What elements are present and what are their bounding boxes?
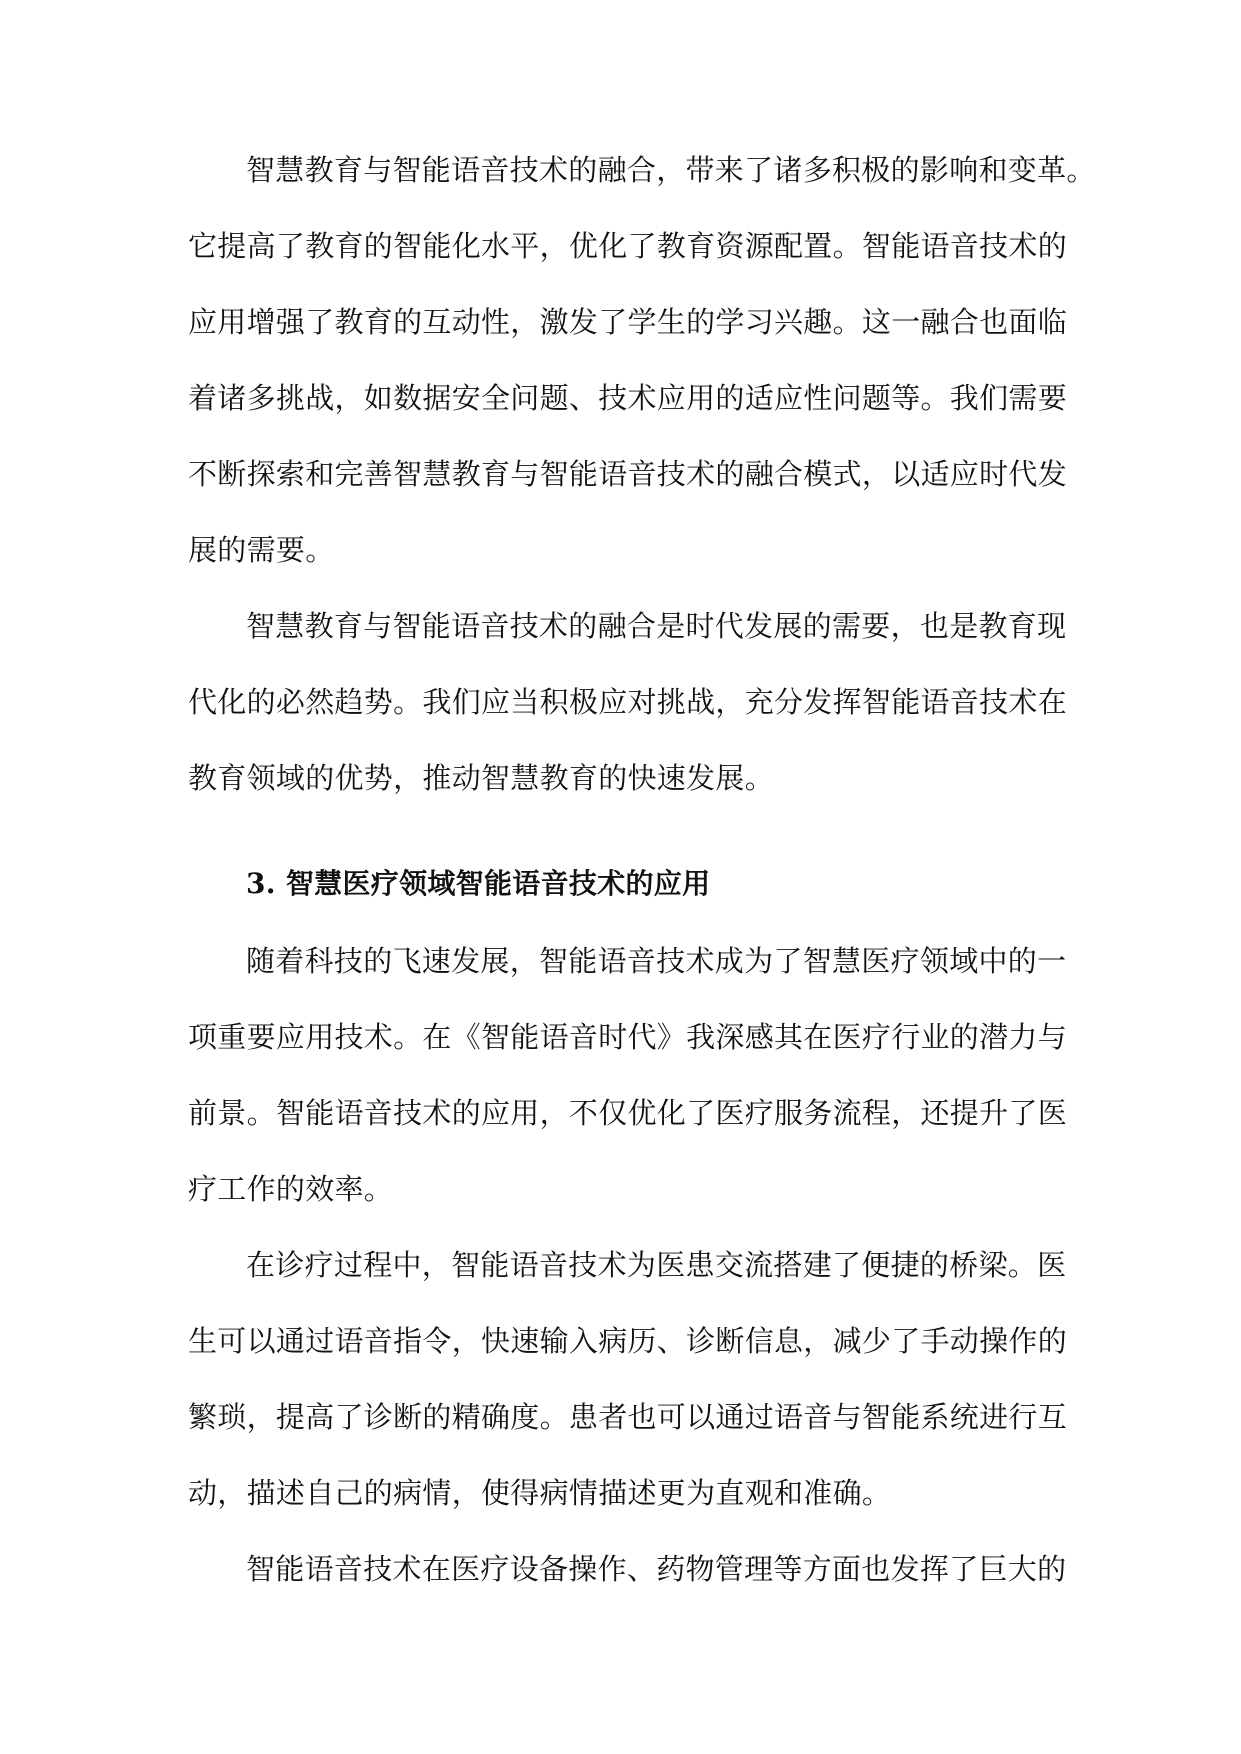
paragraph-1-line-1: 智慧教育与智能语音技术的融合，带来了诸多积极的影响和变革。 <box>246 153 1096 187</box>
paragraph-2-line-1: 智慧教育与智能语音技术的融合是时代发展的需要，也是教育现 <box>246 609 1067 643</box>
paragraph-1-line-2: 它提高了教育的智能化水平，优化了教育资源配置。智能语音技术的 <box>188 229 1068 263</box>
paragraph-1-line-5: 不断探索和完善智慧教育与智能语音技术的融合模式，以适应时代发 <box>188 457 1068 491</box>
section-paragraph-2-line-1: 在诊疗过程中，智能语音技术为医患交流搭建了便捷的桥梁。医 <box>246 1248 1067 1282</box>
paragraph-2-line-3: 教育领域的优势，推动智慧教育的快速发展。 <box>188 761 775 795</box>
section-paragraph-2-line-3: 繁琐，提高了诊断的精确度。患者也可以通过语音与智能系统进行互 <box>188 1400 1068 1434</box>
section-paragraph-1-line-1: 随着科技的飞速发展，智能语音技术成为了智慧医疗领域中的一 <box>246 944 1067 978</box>
section-heading: 3. 智慧医疗领域智能语音技术的应用 <box>246 867 711 900</box>
paragraph-1-line-4: 着诸多挑战，如数据安全问题、技术应用的适应性问题等。我们需要 <box>188 381 1068 415</box>
section-paragraph-3-line-1: 智能语音技术在医疗设备操作、药物管理等方面也发挥了巨大的 <box>246 1552 1067 1586</box>
paragraph-1-line-3: 应用增强了教育的互动性，激发了学生的学习兴趣。这一融合也面临 <box>188 305 1068 339</box>
paragraph-2-line-2: 代化的必然趋势。我们应当积极应对挑战，充分发挥智能语音技术在 <box>188 685 1068 719</box>
section-paragraph-2-line-2: 生可以通过语音指令，快速输入病历、诊断信息，减少了手动操作的 <box>188 1324 1068 1358</box>
section-paragraph-1-line-3: 前景。智能语音技术的应用，不仅优化了医疗服务流程，还提升了医 <box>188 1096 1068 1130</box>
section-paragraph-2-line-4: 动，描述自己的病情，使得病情描述更为直观和准确。 <box>188 1476 892 1510</box>
section-paragraph-1-line-4: 疗工作的效率。 <box>188 1172 394 1206</box>
section-paragraph-1-line-2: 项重要应用技术。在《智能语音时代》我深感其在医疗行业的潜力与 <box>188 1020 1068 1054</box>
paragraph-1-line-6: 展的需要。 <box>188 533 335 567</box>
